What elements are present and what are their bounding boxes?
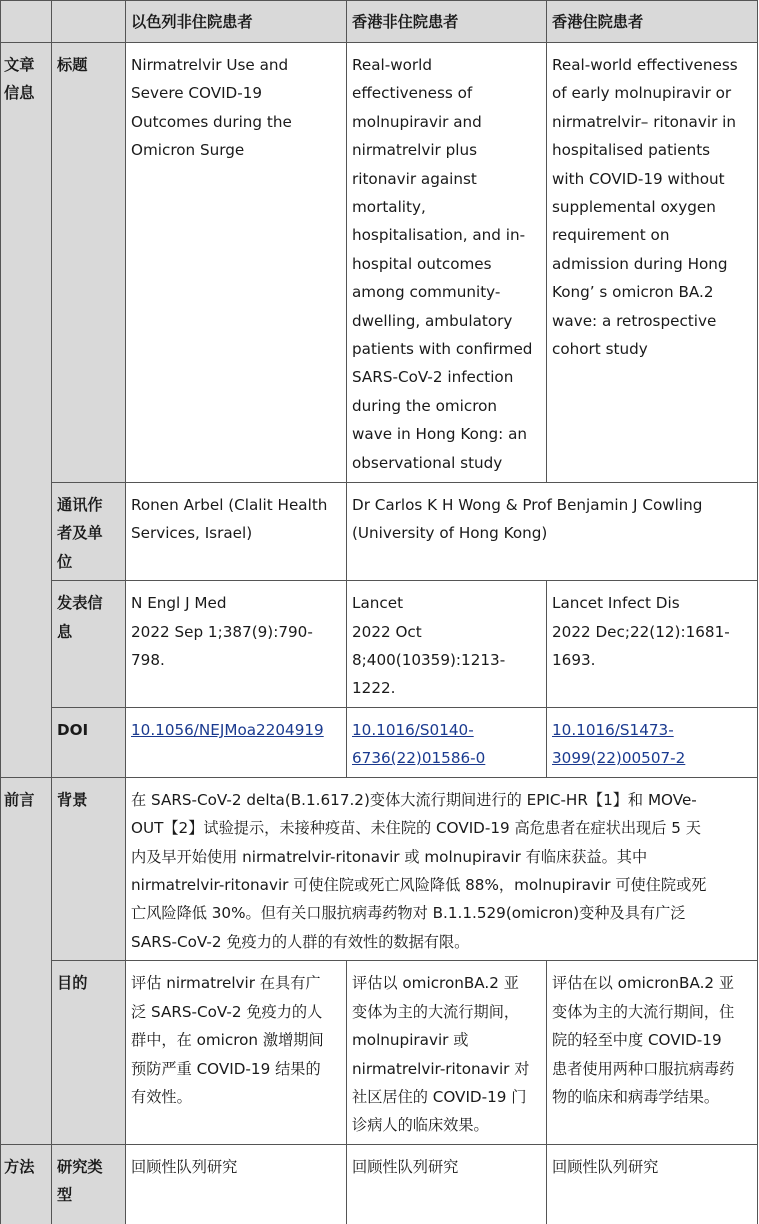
author-israel bbox=[126, 483, 347, 581]
text-line: nirmatrelvir plus bbox=[352, 141, 478, 160]
text-line: Real-world effectiveness bbox=[552, 56, 738, 74]
text-line: observational study bbox=[352, 453, 503, 472]
header-hk-outpatient: 香港非住院患者 bbox=[347, 1, 547, 43]
doi-link-hk-inpatient[interactable]: 3099(22)00507-2 bbox=[552, 749, 686, 768]
study-type-label bbox=[52, 1144, 126, 1224]
text-line: Lancet bbox=[352, 594, 404, 613]
text-line: admission during Hong bbox=[552, 254, 728, 273]
study-type-hk-inpatient: 回顾性队列研究 bbox=[547, 1144, 758, 1224]
author-label bbox=[52, 483, 126, 581]
header-row bbox=[1, 1, 758, 43]
text-line: 院的轻至中度 COVID-19 bbox=[552, 1031, 722, 1050]
label-line: 位 bbox=[57, 552, 73, 571]
text-line: hospital outcomes bbox=[352, 254, 492, 273]
text-line: 有效性。 bbox=[131, 1087, 192, 1106]
text-line: 1693. bbox=[552, 651, 596, 670]
study-type-israel: 回顾性队列研究 bbox=[126, 1144, 347, 1224]
text-line: SARS-CoV-2 免疫力的人群的有效性的数据有限。 bbox=[131, 932, 470, 951]
text-line: dwelling, ambulatory bbox=[352, 311, 513, 330]
header-hk-inpatient: 香港住院患者 bbox=[547, 1, 758, 43]
text-line: nirmatrelvir-ritonavir 可使住院或死亡风险降低 88%，molnupiravir 可使住院或死 bbox=[131, 876, 707, 895]
text-line: 1222. bbox=[352, 679, 396, 698]
text-line: Dr Carlos K H Wong & Prof Benjamin J Cowling bbox=[352, 496, 703, 514]
text-line: N Engl J Med bbox=[131, 594, 227, 613]
objective-row bbox=[1, 961, 758, 1144]
text-line: effectiveness of bbox=[352, 84, 473, 103]
text-line: Ronen Arbel (Clalit Health bbox=[131, 496, 328, 514]
doi-hk-outpatient bbox=[347, 707, 547, 777]
text-line: cohort study bbox=[552, 340, 648, 359]
text-line: nirmatrelvir-ritonavir 对 bbox=[352, 1059, 530, 1078]
title-row bbox=[1, 43, 758, 483]
text-line: with COVID-19 without bbox=[552, 169, 725, 188]
text-line: 预防严重 COVID-19 结果的 bbox=[131, 1059, 321, 1078]
text-line: 8;400(10359):1213- bbox=[352, 651, 506, 670]
text-line: 亡风险降低 30%。但有关口服抗病毒药物对 B.1.1.529(omicron)变种及具有广泛 bbox=[131, 904, 686, 923]
text-line: among community- bbox=[352, 283, 501, 302]
doi-israel bbox=[126, 707, 347, 777]
title-hk-outpatient bbox=[347, 43, 547, 483]
objective-israel bbox=[126, 961, 347, 1144]
text-line: hospitalisation, and in- bbox=[352, 226, 526, 245]
text-line: 2022 Sep 1;387(9):790- bbox=[131, 622, 313, 641]
text-line: (University of Hong Kong) bbox=[352, 524, 548, 543]
background-label: 背景 bbox=[52, 777, 126, 960]
text-line: 在 SARS-CoV-2 delta(B.1.617.2)变体大流行期间进行的 EPIC-HR【1】和 MOVe- bbox=[131, 790, 697, 809]
label-line: 发表信 bbox=[57, 594, 103, 613]
doi-row bbox=[1, 707, 758, 777]
study-type-hk-outpatient: 回顾性队列研究 bbox=[347, 1144, 547, 1224]
header-empty-1 bbox=[1, 1, 52, 43]
title-hk-inpatient bbox=[547, 43, 758, 483]
text-line: 2022 Dec;22(12):1681- bbox=[552, 622, 730, 641]
publication-row bbox=[1, 581, 758, 708]
text-line: SARS-CoV-2 infection bbox=[352, 368, 514, 387]
section-article-info bbox=[1, 43, 52, 778]
text-line: 评估以 omicronBA.2 亚 bbox=[352, 974, 519, 993]
text-line: hospitalised patients bbox=[552, 141, 711, 160]
text-line: molnupiravir and bbox=[352, 112, 482, 131]
doi-label: DOI bbox=[52, 707, 126, 777]
objective-label: 目的 bbox=[52, 961, 126, 1144]
section-label-line: 文章 bbox=[4, 56, 35, 74]
text-line: wave in Hong Kong: an bbox=[352, 425, 528, 444]
publication-israel bbox=[126, 581, 347, 708]
objective-hk-inpatient bbox=[547, 961, 758, 1144]
text-line: requirement on bbox=[552, 226, 670, 245]
label-line: 研究类 bbox=[57, 1157, 103, 1176]
label-line: 者及单 bbox=[57, 524, 103, 543]
text-line: Lancet Infect Dis bbox=[552, 594, 680, 613]
text-line: 患者使用两种口服抗病毒药 bbox=[552, 1059, 735, 1078]
text-line: supplemental oxygen bbox=[552, 198, 716, 217]
publication-hk-outpatient bbox=[347, 581, 547, 708]
background-row bbox=[1, 777, 758, 960]
author-hk bbox=[347, 483, 758, 581]
text-line: 泛 SARS-CoV-2 免疫力的人 bbox=[131, 1002, 323, 1021]
text-line: OUT【2】试验提示，未接种疫苗、未住院的 COVID-19 高危患者在症状出现后 5 天 bbox=[131, 819, 701, 838]
text-line: 评估 nirmatrelvir 在具有广 bbox=[131, 974, 321, 993]
text-line: 评估在以 omicronBA.2 亚 bbox=[552, 974, 735, 993]
label-line: 通讯作 bbox=[57, 496, 103, 514]
text-line: Real-world bbox=[352, 56, 433, 74]
text-line: Services, Israel) bbox=[131, 524, 253, 543]
text-line: 变体为主的大流行期间， bbox=[352, 1002, 520, 1021]
label-line: 型 bbox=[57, 1186, 73, 1205]
doi-link-israel[interactable]: 10.1056/NEJMoa2204919 bbox=[131, 720, 324, 739]
text-line: wave: a retrospective bbox=[552, 311, 717, 330]
publication-label bbox=[52, 581, 126, 708]
title-label: 标题 bbox=[52, 43, 126, 483]
label-line: 息 bbox=[57, 622, 73, 641]
text-line: Outcomes during the bbox=[131, 112, 292, 131]
text-line: Severe COVID-19 bbox=[131, 84, 263, 103]
text-line: mortality, bbox=[352, 198, 426, 217]
author-row bbox=[1, 483, 758, 581]
text-line: molnupiravir 或 bbox=[352, 1031, 469, 1050]
text-line: nirmatrelvir– ritonavir in bbox=[552, 112, 736, 131]
text-line: 2022 Oct bbox=[352, 622, 422, 641]
text-line: Omicron Surge bbox=[131, 141, 245, 160]
section-label-line: 信息 bbox=[4, 84, 35, 103]
doi-link-hk-outpatient[interactable]: 10.1016/S0140- bbox=[352, 720, 474, 739]
text-line: of early molnupiravir or bbox=[552, 84, 732, 103]
text-line: 社区居住的 COVID-19 门 bbox=[352, 1087, 527, 1106]
text-line: 诊病人的临床效果。 bbox=[352, 1116, 489, 1135]
doi-link-hk-outpatient[interactable]: 6736(22)01586-0 bbox=[352, 749, 486, 768]
header-empty-2 bbox=[52, 1, 126, 43]
background-text bbox=[126, 777, 758, 960]
text-line: 变体为主的大流行期间，住 bbox=[552, 1002, 735, 1021]
text-line: ritonavir against bbox=[352, 169, 477, 188]
section-preface: 前言 bbox=[1, 777, 52, 1144]
doi-hk-inpatient bbox=[547, 707, 758, 777]
title-israel bbox=[126, 43, 347, 483]
section-methods: 方法 bbox=[1, 1144, 52, 1224]
text-line: 798. bbox=[131, 651, 165, 670]
header-israel-outpatient: 以色列非住院患者 bbox=[126, 1, 347, 43]
text-line: Nirmatrelvir Use and bbox=[131, 56, 289, 74]
objective-hk-outpatient bbox=[347, 961, 547, 1144]
doi-link-hk-inpatient[interactable]: 10.1016/S1473- bbox=[552, 720, 674, 739]
text-line: 内及早开始使用 nirmatrelvir-ritonavir 或 molnupiravir 有临床获益。其中 bbox=[131, 847, 648, 866]
text-line: patients with confirmed bbox=[352, 340, 533, 359]
text-line: 物的临床和病毒学结果。 bbox=[552, 1087, 720, 1106]
text-line: during the omicron bbox=[352, 396, 498, 415]
text-line: 群中，在 omicron 激增期间 bbox=[131, 1031, 324, 1050]
study-type-row bbox=[1, 1144, 758, 1224]
text-line: Kong’ s omicron BA.2 bbox=[552, 283, 714, 302]
publication-hk-inpatient bbox=[547, 581, 758, 708]
